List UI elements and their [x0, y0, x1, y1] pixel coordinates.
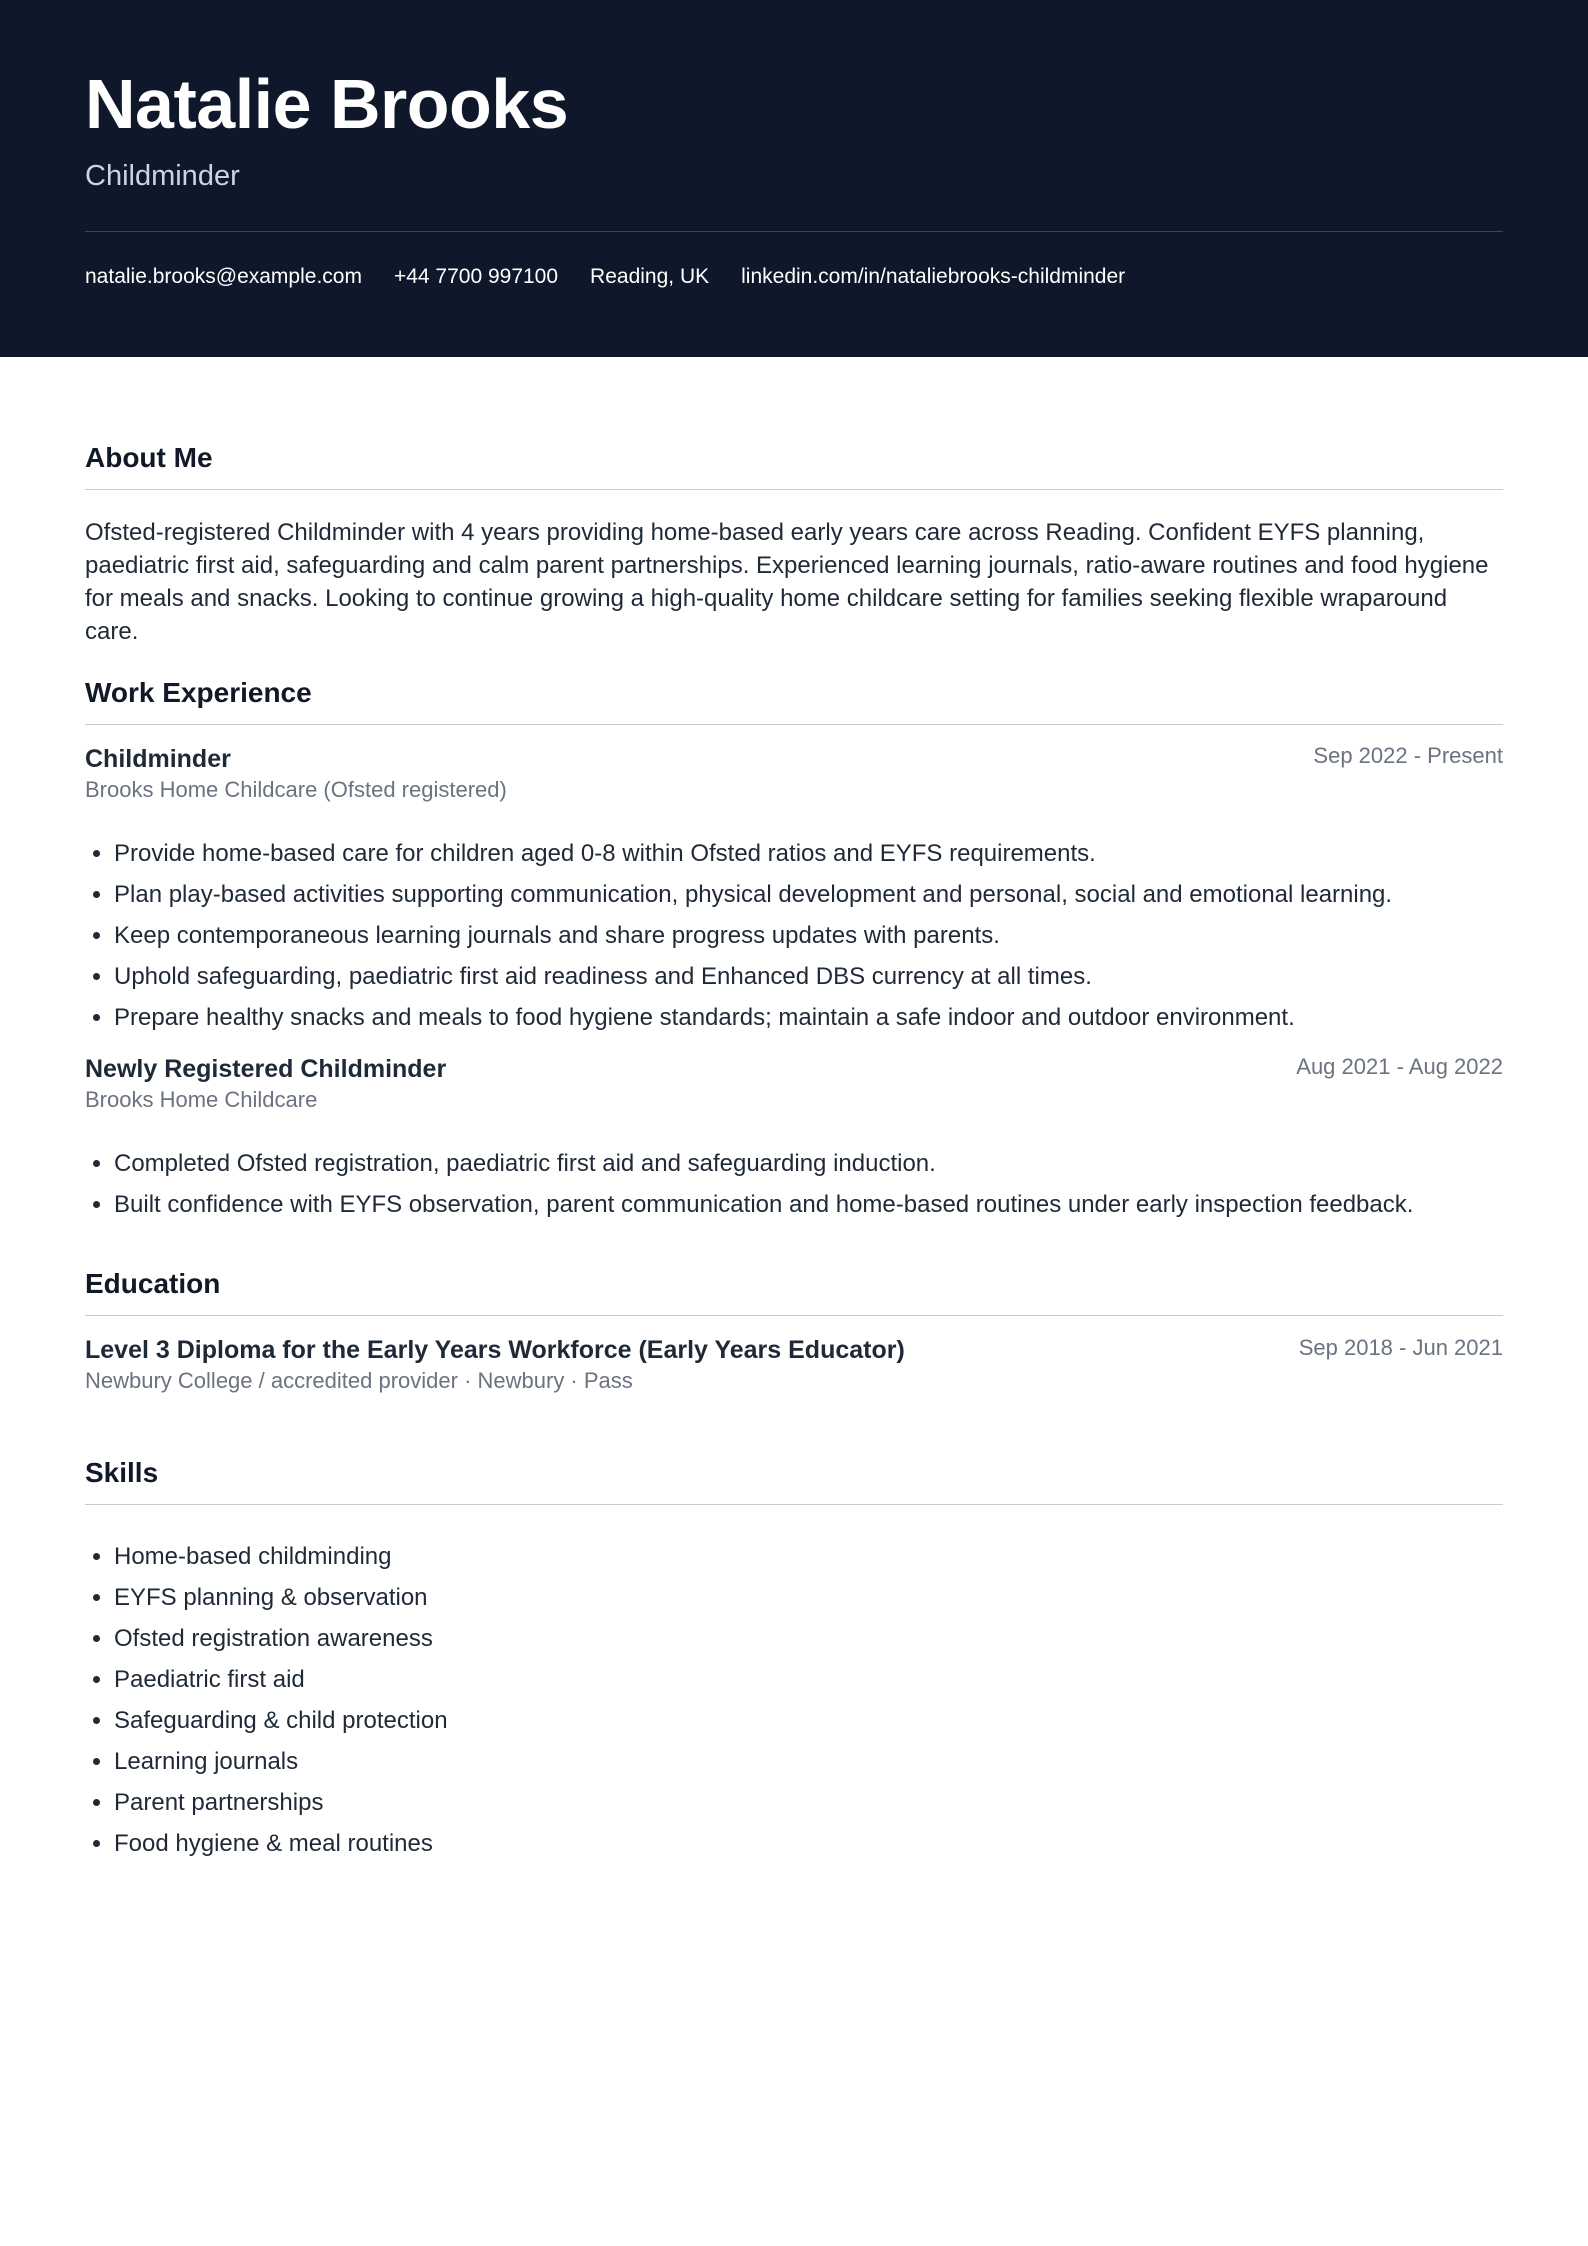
contact-linkedin[interactable]: linkedin.com/in/nataliebrooks-childminder: [741, 265, 1126, 288]
skill-item: • EYFS planning & observation: [114, 1577, 1503, 1618]
job-dates: Sep 2022 - Present: [1313, 743, 1503, 768]
job-bullets: [85, 833, 1503, 1038]
contact-location: Reading, UK: [590, 265, 710, 288]
job-company: Brooks Home Childcare: [85, 1087, 318, 1112]
job-bullet: • Plan play-based activities supporting communication, physical development and personal, social and emotional learning.: [114, 874, 1503, 915]
section-heading-education: Education: [85, 1268, 221, 1299]
section-divider-education: [85, 1315, 1503, 1316]
education-degree: Level 3 Diploma for the Early Years Workforce (Early Years Educator): [85, 1336, 905, 1364]
education-dates: Sep 2018 - Jun 2021: [1298, 1335, 1503, 1360]
skill-item: • Ofsted registration awareness: [114, 1618, 1503, 1659]
candidate-name: Natalie Brooks: [85, 65, 569, 143]
candidate-title: Childminder: [85, 160, 240, 192]
header-divider: [85, 231, 1503, 232]
job-bullet: • Completed Ofsted registration, paediatric first aid and safeguarding induction.: [114, 1143, 1503, 1184]
about-summary: Ofsted-registered Childminder with 4 years providing home-based early years care across Reading. Confident EYFS planning, paediatric first aid, safeguarding and calm parent partnerships. Experienced learning journals, ratio-aware routines and food hygiene for meals and snacks. Looking to continue growing a high-quality home childcare setting for families seeking flexible wraparound care.: [85, 519, 1489, 645]
job-company: Brooks Home Childcare (Ofsted registered): [85, 777, 507, 802]
section-divider-experience: [85, 724, 1503, 725]
contact-email[interactable]: natalie.brooks@example.com: [85, 265, 362, 288]
job-bullet: • Built confidence with EYFS observation, parent communication and home-based routines under early inspection feedback.: [114, 1184, 1503, 1225]
job-bullet: • Uphold safeguarding, paediatric first aid readiness and Enhanced DBS currency at all times.: [114, 956, 1503, 997]
skill-item: • Parent partnerships: [114, 1782, 1503, 1823]
job-bullet: • Prepare healthy snacks and meals to food hygiene standards; maintain a safe indoor and outdoor environment.: [114, 997, 1503, 1038]
job-dates: Aug 2021 - Aug 2022: [1296, 1054, 1503, 1079]
job-title: Newly Registered Childminder: [85, 1055, 447, 1083]
section-heading-about: About Me: [85, 442, 213, 473]
skill-item: • Safeguarding & child protection: [114, 1700, 1503, 1741]
skills-list: [85, 1536, 1503, 1864]
skill-item: • Learning journals: [114, 1741, 1503, 1782]
section-heading-experience: Work Experience: [85, 677, 312, 708]
resume-header: [0, 0, 1588, 357]
job-bullet: • Provide home-based care for children aged 0-8 within Ofsted ratios and EYFS requirements.: [114, 833, 1503, 874]
skill-item: • Paediatric first aid: [114, 1659, 1503, 1700]
section-divider-about: [85, 489, 1503, 490]
section-heading-skills: Skills: [85, 1457, 159, 1488]
section-divider-skills: [85, 1504, 1503, 1505]
skill-item: • Food hygiene & meal routines: [114, 1823, 1503, 1864]
contact-list: [85, 262, 1125, 292]
job-bullet: • Keep contemporaneous learning journals and share progress updates with parents.: [114, 915, 1503, 956]
skill-item: • Home-based childminding: [114, 1536, 1503, 1577]
contact-phone[interactable]: +44 7700 997100: [393, 265, 559, 288]
job-bullets: [85, 1143, 1503, 1225]
education-details: Newbury College / accredited provider · Newbury · Pass: [85, 1368, 633, 1393]
job-title: Childminder: [85, 745, 231, 773]
